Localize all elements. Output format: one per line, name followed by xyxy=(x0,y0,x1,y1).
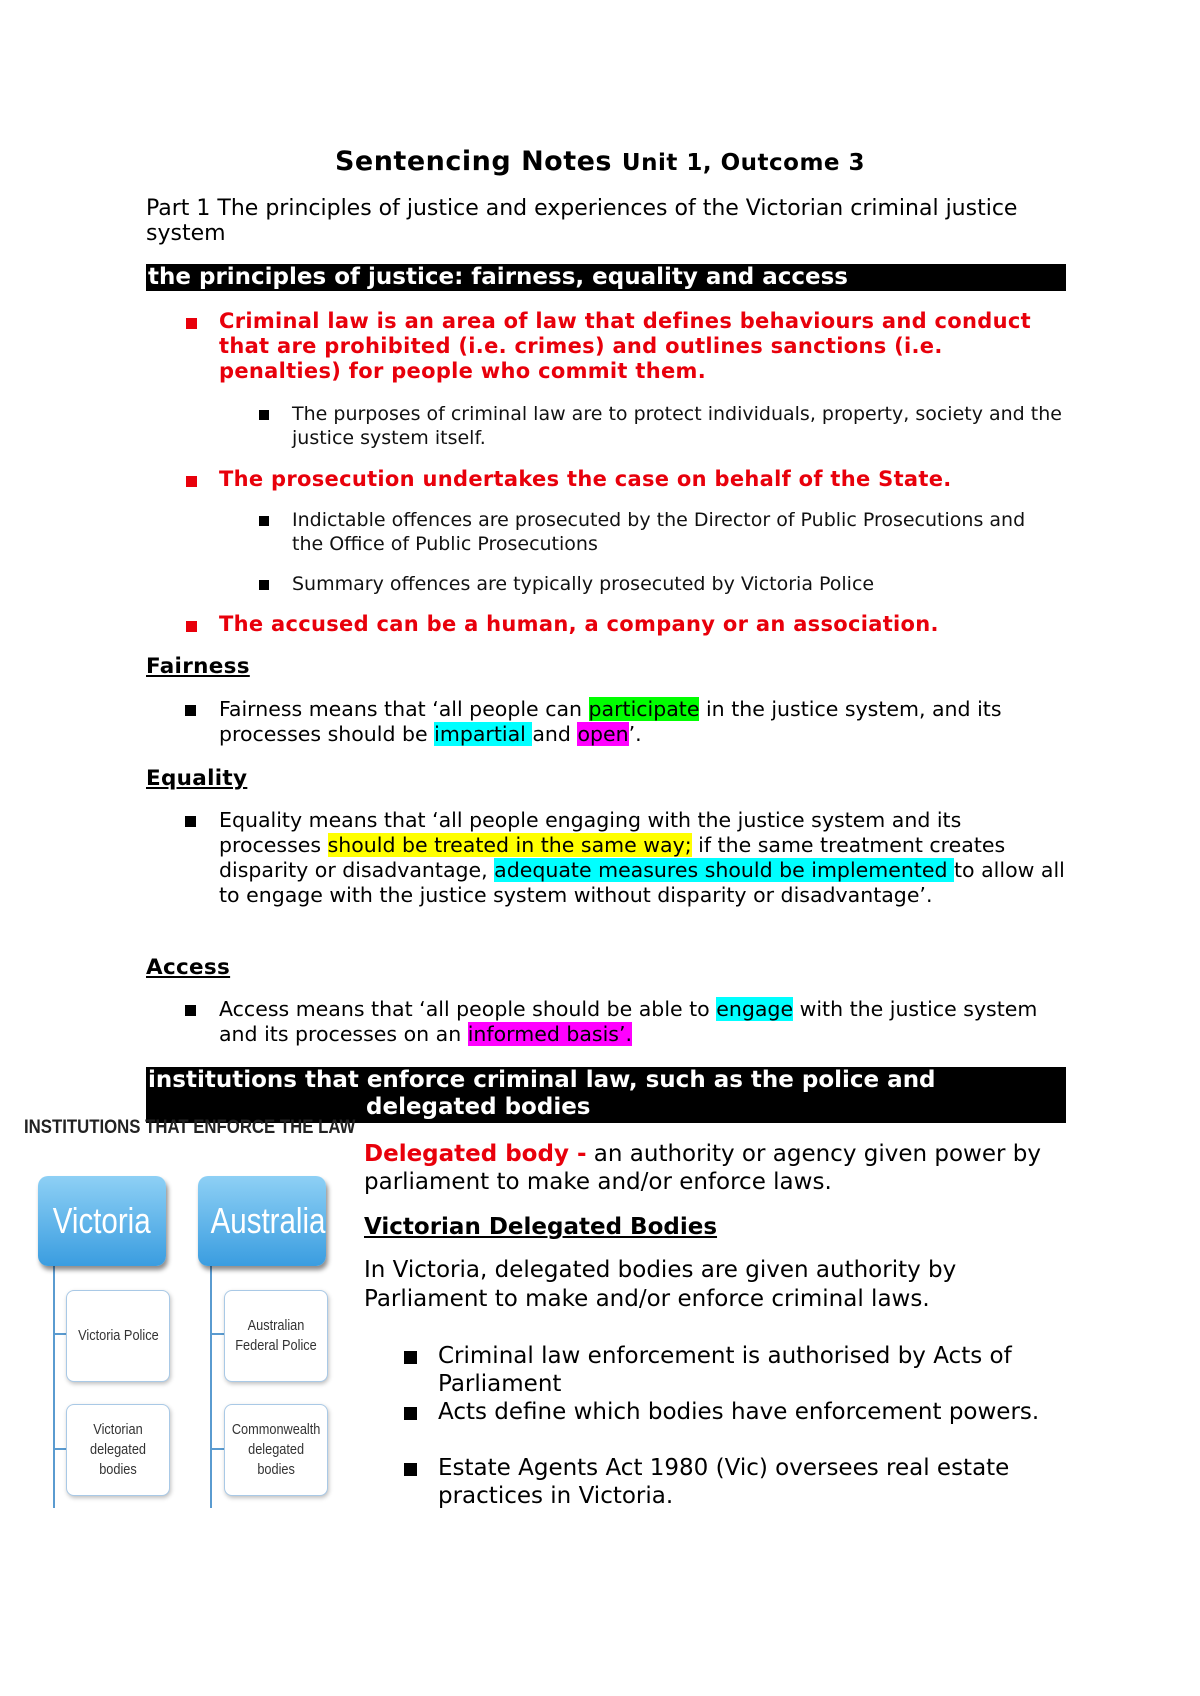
bullet-square-icon xyxy=(186,318,197,329)
heading-fairness: Fairness xyxy=(146,654,250,679)
sub-bullet-summary: Summary offences are typically prosecuted by Victoria Police xyxy=(292,572,1062,596)
delegated-item-3: Estate Agents Act 1980 (Vic) oversees real estate practices in Victoria. xyxy=(438,1454,1078,1510)
bullet-square-icon xyxy=(404,1351,417,1364)
connector-line xyxy=(53,1246,55,1508)
bullet-square-icon xyxy=(404,1407,417,1420)
bullet-square-icon xyxy=(259,410,269,420)
highlight-open: open xyxy=(577,722,629,746)
section-banner-institutions: institutions that enforce criminal law, such as the police and delegated bodies xyxy=(146,1067,1066,1123)
sub-bullet-indictable: Indictable offences are prosecuted by the Director of Public Prosecutions and the Office of Public Prosecutions xyxy=(292,508,1062,556)
diagram-box-federal-police: Australian Federal Police xyxy=(224,1290,328,1382)
bullet-criminal-law: Criminal law is an area of law that defines behaviours and conduct that are prohibited (i.e. crimes) and outlines sanctions (i.e. penalties) for people who commit them. xyxy=(219,309,1069,384)
bullet-square-icon xyxy=(259,516,269,526)
delegated-body-definition: Delegated body - an authority or agency given power by parliament to make and/or enforce laws. xyxy=(364,1141,1041,1195)
diagram-box-victoria-police: Victoria Police xyxy=(66,1290,170,1382)
fairness-definition: Fairness means that ‘all people can participate in the justice system, and its processes should be impartial and open’. xyxy=(219,697,1069,747)
highlight-participate: participate xyxy=(588,697,700,721)
access-definition: Access means that ‘all people should be able to engage with the justice system and its processes on an informed basis’. xyxy=(219,997,1069,1047)
diagram-box-commonwealth-delegated: Commonwealth delegated bodies xyxy=(224,1404,328,1496)
highlight-adequate-measures: adequate measures should be implemented xyxy=(494,858,955,882)
highlight-engage: engage xyxy=(716,997,794,1021)
institutions-diagram xyxy=(24,1116,356,1516)
delegated-item-2: Acts define which bodies have enforcement powers. xyxy=(438,1398,1078,1426)
delegated-bodies-paragraph: In Victoria, delegated bodies are given authority by Parliament to make and/or enforce criminal laws. xyxy=(364,1257,957,1312)
highlight-informed-basis: informed basis’. xyxy=(467,1022,633,1046)
bullet-accused: The accused can be a human, a company or an association. xyxy=(219,612,1069,637)
highlight-impartial: impartial xyxy=(434,722,533,746)
bullet-square-icon xyxy=(186,621,197,632)
bullet-square-icon xyxy=(186,476,197,487)
bullet-square-icon xyxy=(259,580,269,590)
definition-term: Delegated body - xyxy=(364,1141,587,1167)
highlight-treated-same: should be treated in the same way; xyxy=(327,833,692,857)
heading-victorian-delegated-bodies: Victorian Delegated Bodies xyxy=(364,1214,718,1240)
equality-definition: Equality means that ‘all people engaging with the justice system and its processes should be treated in the same way; if the same treatment creates disparity or disadvantage, adequate measures should be implemented to allow all to engage with the justice system without disparity or disadvantage’. xyxy=(219,808,1069,908)
bullet-square-icon xyxy=(185,1005,196,1016)
heading-equality: Equality xyxy=(146,766,248,791)
page-title xyxy=(0,146,1200,177)
sub-bullet-purposes: The purposes of criminal law are to protect individuals, property, society and the justice system itself. xyxy=(292,402,1062,450)
heading-access: Access xyxy=(146,955,231,980)
delegated-item-1: Criminal law enforcement is authorised by Acts of Parliament xyxy=(438,1342,1078,1398)
diagram-head-australia: Australia xyxy=(198,1176,326,1266)
bullet-prosecution: The prosecution undertakes the case on behalf of the State. xyxy=(219,467,1069,492)
diagram-title: INSTITUTIONS THAT ENFORCE THE LAW xyxy=(24,1116,356,1138)
title-main: Sentencing Notes xyxy=(334,146,613,177)
bullet-square-icon xyxy=(404,1463,417,1476)
part-heading: Part 1 The principles of justice and experiences of the Victorian criminal justice system xyxy=(146,196,1018,246)
bullet-square-icon xyxy=(185,705,196,716)
title-sub: Unit 1, Outcome 3 xyxy=(621,150,866,176)
diagram-box-victorian-delegated: Victorian delegated bodies xyxy=(66,1404,170,1496)
diagram-head-victoria: Victoria xyxy=(38,1176,166,1266)
bullet-square-icon xyxy=(185,816,196,827)
section-banner-principles: the principles of justice: fairness, equality and access xyxy=(146,264,1066,291)
connector-line xyxy=(210,1246,212,1508)
